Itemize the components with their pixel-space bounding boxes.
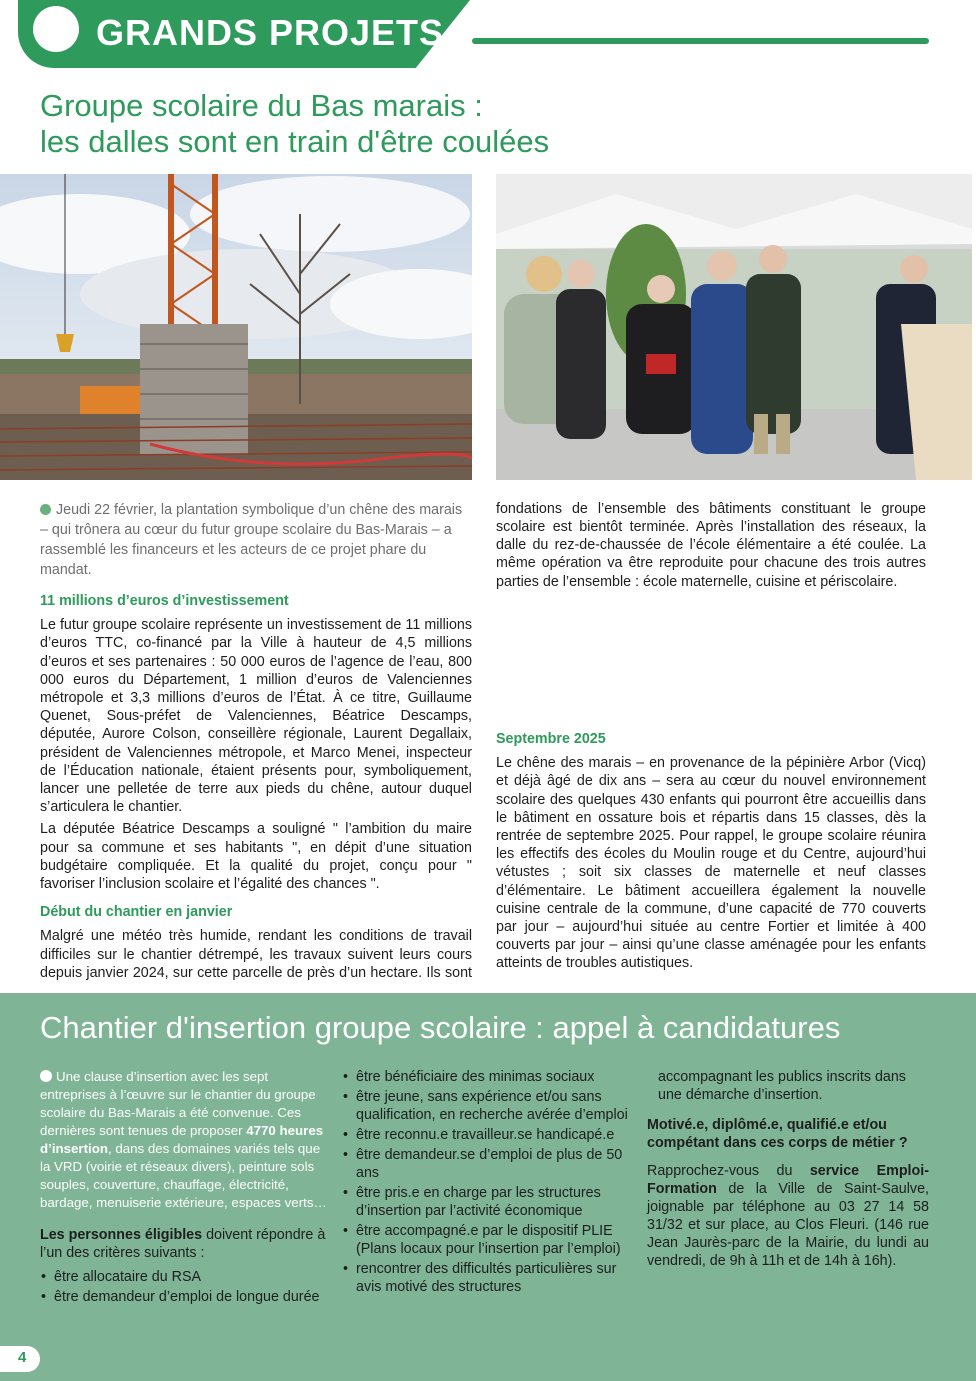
subhead-chantier: Début du chantier en janvier	[40, 904, 233, 921]
page-number: 4	[18, 1349, 27, 1366]
criteria-list-2	[342, 1068, 630, 1296]
paragraph-investment: Le futur groupe scolaire représente un investissement de 11 millions d’euros TTC, co-financé par la Ville à hauteur de 4,5 millions d’euros et ses partenaires : 50 000 euros de l’agence de l’eau, 800 000 euros du Département, 1 million d’euros de Valenciennes métropole et 3,3 millions d’euros de l’État. À ce titre, Guillaume Quenet, Sous-préfet de Valenciennes, Béatrice Descamps, députée, Aurore Colson, conseillère régionale, Laurent Degallaix, président de Valenciennes métropole, et Marco Menei, inspecteur de l’Éducation nationale, étaient présents pour, symboliquement, lancer une pelletée de terre aux pieds du chêne, autour duquel s’articulera le chantier.	[40, 617, 472, 816]
list-item: • être allocataire du RSA	[40, 1268, 328, 1286]
article-intro-text: Jeudi 22 février, la plantation symbolique d’un chêne des marais – qui trônera au cœur du futur groupe scolaire du Bas-Marais – a rassemblé les financeurs et les acteurs de ce projet phare du mandat.	[40, 502, 463, 578]
paragraph-deputee: La députée Béatrice Descamps a souligné " l’ambition du maire pour sa commune et ses habitants ", en dépit d’une situation budgétaire compliquée. Et la qualité du projet, conçu pour " favoriser l’inclusion scolaire et l’égalité des chances ".	[40, 821, 472, 893]
article-headline	[40, 88, 660, 160]
insertion-column-1	[40, 1068, 328, 1308]
paragraph-chantier-start: Malgré une météo très humide, rendant les conditions de travail difficiles sur le chantier détrempé, les travaux suivent leurs cours depuis janvier 2024, sur cette parcelle de près d’un hectare. Ils sont	[40, 928, 472, 981]
list-item: • être jeune, sans expérience et/ou sans qualification, en recherche avérée d’emploi	[342, 1088, 630, 1124]
list-item: • être reconnu.e travailleur.se handicapé.e	[342, 1126, 630, 1144]
insertion-hours: 4770 heures d’insertion	[40, 1123, 324, 1156]
page-number-tab	[0, 1346, 40, 1372]
list-item: • être accompagné.e par le dispositif PLIE (Plans locaux pour l’insertion par l’emploi)	[342, 1222, 630, 1258]
paragraph-chantier-continued-clip	[496, 500, 926, 718]
paragraph-chantier-continued: fondations de l’ensemble des bâtiments constituant le groupe scolaire est bientôt terminée. Après l’installation des réseaux, la dalle du rez-de-chaussée de l’école élémentaire a été coulée. La même opération va être reproduite pour chacune des trois autres parties de l’ensemble : école maternelle, cuisine et périscolaire.	[496, 500, 926, 590]
contact-b: de la Ville de Saint-Saulve, joignable par téléphone au 03 27 14 58 31/32 et sur place, au Clos Fleuri. (146 rue Jean Jaurès-parc de la Mairie, du lundi au vendredi, de 9h à 11h et de 14h à 16h).	[647, 1181, 929, 1269]
header-rule	[472, 38, 929, 44]
list-item: • être demandeur.se d’emploi de plus de 50 ans	[342, 1146, 630, 1182]
criteria-continued: accompagnant les publics inscrits dans une démarche d’insertion.	[658, 1069, 906, 1103]
contact-paragraph	[647, 1162, 929, 1270]
bullet-dot-icon	[40, 1070, 52, 1082]
insertion-column-2	[342, 1068, 630, 1298]
article-column-left	[40, 500, 472, 985]
insertion-intro	[40, 1068, 328, 1212]
subhead-septembre: Septembre 2025	[496, 731, 606, 747]
contact-a: Rapprochez-vous du	[647, 1163, 810, 1179]
section-title: GRANDS PROJETS	[96, 12, 445, 53]
list-item: • être demandeur d’emploi de longue durée	[40, 1288, 328, 1306]
insertion-intro-a: Une clause d’insertion avec les sept entreprises à l’œuvre sur le chantier du groupe scolaire du Bas-Marais a été convenue. Ces dernières sont tenues de proposer	[40, 1069, 316, 1138]
paragraph-septembre: Le chêne des marais – en provenance de la pépinière Arbor (Vicq) et déjà âgé de dix ans – sera au cœur du nouvel environnement scolaire des quelques 430 enfants qui pourront être accueillis dans le bâtiment en ossature bois et répartis dans 15 classes, dès la rentrée de septembre 2025. Pour rappel, le groupe scolaire réunira les effectifs des écoles du Moulin rouge et du Centre, aujourd’hui vétustes ; soit six classes de maternelle et neuf classes d’élémentaire. Le bâtiment accueillera également la nouvelle cuisine centrale de la commune, d’une capacité de 770 couverts par jour – aujourd’hui située au centre Fortier et limitée à 400 couverts par jour – ainsi qu’une classe aménagée pour les enfants atteints de troubles autistiques.	[496, 755, 926, 972]
criteria-list-1	[40, 1268, 328, 1306]
insertion-intro-b: , dans des domaines variés tels que la VRD (voirie et réseaux divers), peinture sols souples, couverture, chauffage, électricité, bardage, menuiserie extérieure, espaces verts…	[40, 1141, 327, 1210]
eligible-bold: Les personnes éligibles	[40, 1227, 203, 1243]
list-item: • rencontrer des difficultés particulières sur avis motivé des structures	[342, 1260, 630, 1296]
bullet-dot-icon	[40, 504, 51, 515]
insertion-column-3	[647, 1068, 929, 1270]
headline-line-2: les dalles sont en train d'être coulées	[40, 124, 550, 159]
contact-service: service Emploi-Formation	[647, 1163, 929, 1197]
headline-line-1: Groupe scolaire du Bas marais :	[40, 88, 483, 123]
eligible-intro	[40, 1226, 328, 1262]
article-intro	[40, 500, 472, 580]
header-circle-icon	[33, 6, 79, 52]
list-item: • être pris.e en charge par les structures d’insertion par l’activité économique	[342, 1184, 630, 1220]
article-column-right	[496, 500, 926, 977]
eligible-rest: doivent répondre à l’un des critères suivants :	[40, 1227, 326, 1261]
motivation-question: Motivé.e, diplômé.e, qualifié.e et/ou compétant dans ces corps de métier ?	[647, 1117, 908, 1151]
subhead-investment: 11 millions d’euros d’investissement	[40, 593, 289, 609]
construction-site-photo	[0, 174, 472, 480]
insertion-title: Chantier d'insertion groupe scolaire : appel à candidatures	[40, 1010, 841, 1045]
list-item: • être bénéficiaire des minimas sociaux	[342, 1068, 630, 1086]
ceremony-photo	[496, 174, 972, 480]
